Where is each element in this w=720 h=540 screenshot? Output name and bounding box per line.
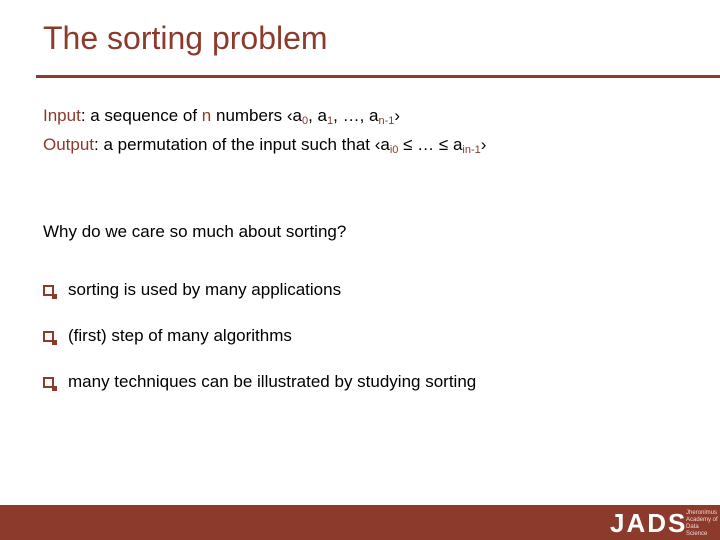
title-divider [36, 75, 720, 78]
bullet-text: (first) step of many algorithms [68, 326, 292, 345]
jads-logo: JADS [610, 508, 688, 538]
square-bullet-icon [43, 331, 54, 342]
bullet-item [43, 372, 476, 392]
bullet-item [43, 280, 341, 300]
bullet-item [43, 326, 292, 346]
input-sub-n: n-1 [378, 115, 395, 127]
bullet-text: many techniques can be illustrated by studying sorting [68, 372, 477, 391]
input-sub-0: 0 [301, 115, 309, 127]
input-text-2: numbers ‹a [211, 106, 302, 125]
output-text-1: : a permutation of the input such that ‹a [94, 135, 390, 154]
output-sub-i0: i0 [389, 144, 399, 156]
output-text-2: ≤ … ≤ a [398, 135, 463, 154]
input-text-5: › [394, 106, 401, 125]
output-definition [43, 135, 486, 155]
input-label: Input [43, 106, 81, 125]
input-text-1: : a sequence of [80, 106, 202, 125]
input-sub-1: 1 [327, 115, 334, 127]
input-n: n [201, 106, 212, 125]
output-label: Output [43, 135, 95, 154]
slide-title: The sorting problem [43, 20, 328, 56]
input-text-3: , a [308, 106, 327, 125]
bullet-text: sorting is used by many applications [68, 280, 342, 299]
square-bullet-icon [43, 285, 54, 296]
question-text: Why do we care so much about sorting? [43, 222, 347, 241]
jads-logo-subtitle: Jheronimus Academy of Data Science [686, 510, 718, 537]
output-sub-in: in-1 [462, 144, 481, 156]
input-text-4: , …, a [333, 106, 379, 125]
input-definition [43, 106, 400, 126]
square-bullet-icon [43, 377, 54, 388]
output-text-3: › [480, 135, 487, 154]
